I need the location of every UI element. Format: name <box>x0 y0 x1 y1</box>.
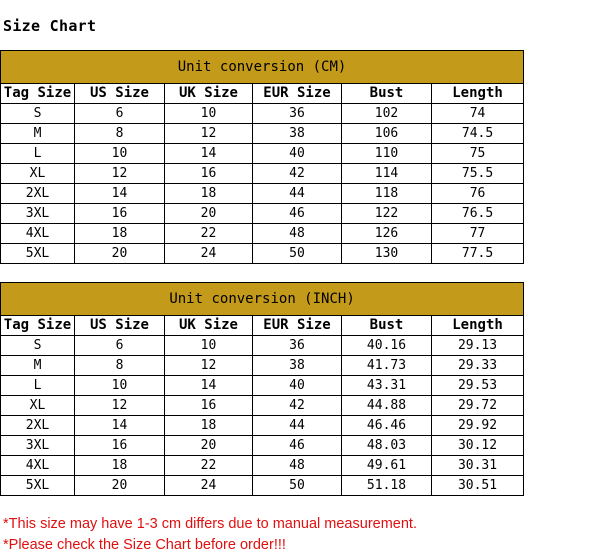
table-cell: 5XL <box>1 476 75 496</box>
table-cell: 48 <box>253 456 342 476</box>
table-cell: 20 <box>75 244 165 264</box>
table-cell: 77 <box>432 224 524 244</box>
table-row <box>1 164 524 184</box>
table-cell: 16 <box>165 396 253 416</box>
table-cell: 22 <box>165 224 253 244</box>
table-cell: 4XL <box>1 224 75 244</box>
table-cell: 10 <box>165 104 253 124</box>
table-cell: 77.5 <box>432 244 524 264</box>
table-cell: 75 <box>432 144 524 164</box>
table-cell: 12 <box>75 164 165 184</box>
column-header: EUR Size <box>253 84 342 104</box>
table-row <box>1 184 524 204</box>
table-cell: 8 <box>75 124 165 144</box>
table-cell: 36 <box>253 104 342 124</box>
table-cell: 14 <box>75 416 165 436</box>
table-cell: 49.61 <box>342 456 432 476</box>
table-cell: 48.03 <box>342 436 432 456</box>
column-header: Tag Size <box>1 84 75 104</box>
table-cell: S <box>1 336 75 356</box>
column-header: UK Size <box>165 316 253 336</box>
table-cell: XL <box>1 396 75 416</box>
table-cell: 38 <box>253 124 342 144</box>
table-cell: 18 <box>165 184 253 204</box>
table-row <box>1 356 524 376</box>
table-banner-inch: Unit conversion (INCH) <box>1 283 524 316</box>
table-cell: 46.46 <box>342 416 432 436</box>
table-cell: XL <box>1 164 75 184</box>
table-cell: 74 <box>432 104 524 124</box>
column-header: Length <box>432 316 524 336</box>
table-cell: 18 <box>75 456 165 476</box>
table-cell: 40 <box>253 144 342 164</box>
table-cell: 30.12 <box>432 436 524 456</box>
table-cell: 102 <box>342 104 432 124</box>
table-cell: 29.33 <box>432 356 524 376</box>
table-cell: 3XL <box>1 436 75 456</box>
table-cell: 6 <box>75 104 165 124</box>
table-cell: 12 <box>75 396 165 416</box>
column-header: US Size <box>75 84 165 104</box>
table-cell: 4XL <box>1 456 75 476</box>
column-header: Bust <box>342 316 432 336</box>
table-cell: 24 <box>165 476 253 496</box>
table-cell: L <box>1 376 75 396</box>
table-cell: L <box>1 144 75 164</box>
table-cell: 16 <box>75 436 165 456</box>
table-cell: M <box>1 356 75 376</box>
table-cell: 74.5 <box>432 124 524 144</box>
table-cell: 29.13 <box>432 336 524 356</box>
table-cell: 130 <box>342 244 432 264</box>
table-cell: 18 <box>75 224 165 244</box>
table-cell: 22 <box>165 456 253 476</box>
column-header: EUR Size <box>253 316 342 336</box>
table-row <box>1 416 524 436</box>
table-cell: 76 <box>432 184 524 204</box>
table-cell: 122 <box>342 204 432 224</box>
note-check-chart: *Please check the Size Chart before order!!! <box>3 537 286 553</box>
banner-row <box>1 51 524 84</box>
table-cell: 48 <box>253 224 342 244</box>
column-header: Bust <box>342 84 432 104</box>
table-cell: 110 <box>342 144 432 164</box>
table-row <box>1 396 524 416</box>
table-cell: 2XL <box>1 184 75 204</box>
banner-row <box>1 283 524 316</box>
table-cell: 6 <box>75 336 165 356</box>
table-cell: 75.5 <box>432 164 524 184</box>
table-row <box>1 144 524 164</box>
table-cell: M <box>1 124 75 144</box>
table-row <box>1 244 524 264</box>
table-cell: 10 <box>75 376 165 396</box>
table-cell: 36 <box>253 336 342 356</box>
table-cell: 14 <box>75 184 165 204</box>
column-header: US Size <box>75 316 165 336</box>
table-cell: 41.73 <box>342 356 432 376</box>
table-cell: 12 <box>165 356 253 376</box>
table-cell: 8 <box>75 356 165 376</box>
table-row <box>1 476 524 496</box>
table-cell: 20 <box>165 436 253 456</box>
table-cell: 106 <box>342 124 432 144</box>
table-cell: 24 <box>165 244 253 264</box>
table-cell: 51.18 <box>342 476 432 496</box>
table-cell: 46 <box>253 204 342 224</box>
table-cell: 30.31 <box>432 456 524 476</box>
table-cell: 2XL <box>1 416 75 436</box>
table-cell: 50 <box>253 244 342 264</box>
table-cell: 118 <box>342 184 432 204</box>
table-cell: 46 <box>253 436 342 456</box>
table-cell: 30.51 <box>432 476 524 496</box>
table-cell: 38 <box>253 356 342 376</box>
table-cell: 76.5 <box>432 204 524 224</box>
size-table-cm <box>0 50 524 264</box>
table-cell: 114 <box>342 164 432 184</box>
table-cell: 40 <box>253 376 342 396</box>
table-cell: 16 <box>165 164 253 184</box>
table-cell: 29.72 <box>432 396 524 416</box>
table-cell: 44 <box>253 416 342 436</box>
table-cell: 29.92 <box>432 416 524 436</box>
table-row <box>1 376 524 396</box>
table-banner-cm: Unit conversion (CM) <box>1 51 524 84</box>
table-cell: 42 <box>253 164 342 184</box>
column-header: UK Size <box>165 84 253 104</box>
note-measurement: *This size may have 1-3 cm differs due to manual measurement. <box>3 516 417 532</box>
table-cell: 50 <box>253 476 342 496</box>
table-row <box>1 124 524 144</box>
table-cell: 43.31 <box>342 376 432 396</box>
table-row <box>1 204 524 224</box>
header-row <box>1 84 524 104</box>
table-cell: 16 <box>75 204 165 224</box>
table-cell: 44.88 <box>342 396 432 416</box>
table-cell: 14 <box>165 376 253 396</box>
table-cell: 20 <box>75 476 165 496</box>
table-row <box>1 224 524 244</box>
table-row <box>1 436 524 456</box>
table-row <box>1 456 524 476</box>
table-cell: 14 <box>165 144 253 164</box>
table-row <box>1 336 524 356</box>
table-cell: S <box>1 104 75 124</box>
table-cell: 18 <box>165 416 253 436</box>
table-cell: 40.16 <box>342 336 432 356</box>
table-cell: 3XL <box>1 204 75 224</box>
table-cell: 42 <box>253 396 342 416</box>
table-cell: 29.53 <box>432 376 524 396</box>
table-cell: 20 <box>165 204 253 224</box>
table-cell: 126 <box>342 224 432 244</box>
size-table-inch <box>0 282 524 496</box>
table-cell: 12 <box>165 124 253 144</box>
table-row <box>1 104 524 124</box>
table-cell: 10 <box>165 336 253 356</box>
page-title: Size Chart <box>3 17 97 35</box>
column-header: Tag Size <box>1 316 75 336</box>
table-cell: 10 <box>75 144 165 164</box>
header-row <box>1 316 524 336</box>
table-cell: 5XL <box>1 244 75 264</box>
column-header: Length <box>432 84 524 104</box>
table-cell: 44 <box>253 184 342 204</box>
